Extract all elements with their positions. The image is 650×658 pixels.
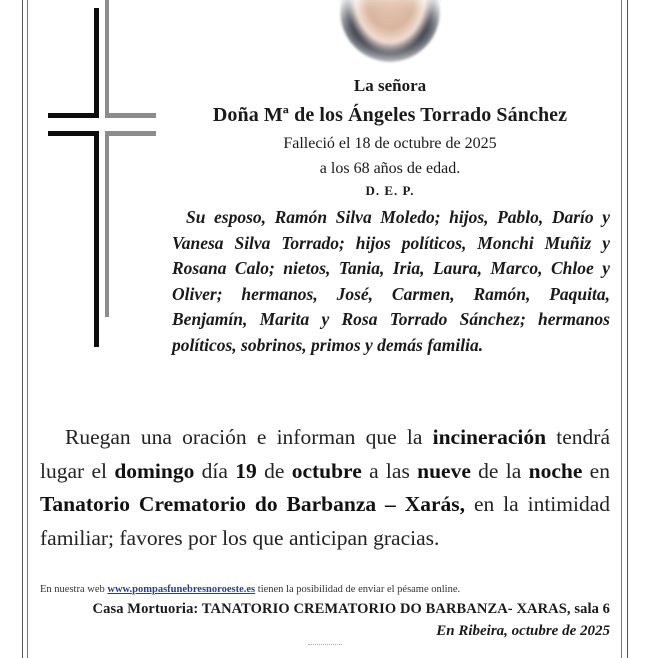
- bottom-ornament: [308, 644, 342, 648]
- announcement: Ruegan una oración e informan que la incineración tendrá lugar el domingo día 19 de octubre a las nueve de la noche en Tanatorio Crematorio do Barbanza – Xarás, en la intimidad familiar; favores por los que anticipan gracias.: [40, 425, 611, 550]
- deceased-name: Doña Mª de los Ángeles Torrado Sánchez: [212, 104, 568, 126]
- web-condolence-line: En nuestra web www.pompasfunebresnoroeste.es tienen la posibilidad de enviar el pésame online.: [40, 584, 461, 595]
- place-date: En Ribeira, octubre de 2025: [436, 623, 610, 639]
- family-list: Su esposo, Ramón Silva Moledo; hijos, Pablo, Darío y Vanesa Silva Torrado; hijos políticos, Monchi Muñiz y Rosana Calo; nietos, Tania, Iria, Laura, Marco, Chloe y Oliver; hermanos, José, Carmen, Ramón, Paquita, Benjamín, Marita y Rosa Torrado Sánchez; hermanos políticos, sobrinos, primos y demás familia.: [172, 207, 610, 355]
- rip-label: D. E. P.: [365, 183, 415, 198]
- funeral-home: Casa Mortuoria: TANATORIO CREMATORIO DO BARBANZA- XARAS, sala 6: [92, 601, 610, 617]
- website-link[interactable]: www.pompasfunebresnoroeste.es: [107, 584, 256, 595]
- death-date: Falleció el 18 de octubre de 2025: [283, 135, 497, 152]
- heading: La señora: [353, 76, 427, 95]
- age: a los 68 años de edad.: [319, 160, 461, 177]
